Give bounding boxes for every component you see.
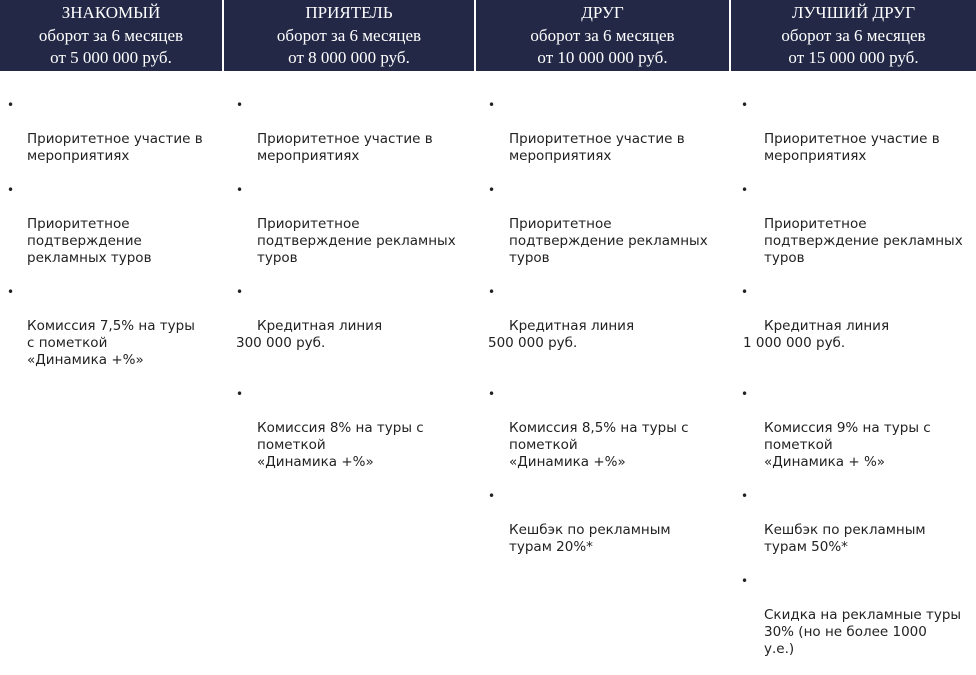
benefit-text: Скидка на рекламные туры 30% (но не более 1000 у.е.)	[764, 607, 962, 657]
benefit-text: Приоритетное подтверждение рекламных туров	[27, 216, 152, 266]
benefit-text: Приоритетное подтверждение рекламных туров	[509, 216, 708, 266]
benefit-text: Приоритетное участие в мероприятиях	[27, 131, 203, 164]
tier-benefits-list	[0, 97, 222, 386]
tier-turnover-period: оборот за 6 месяцев	[530, 25, 675, 45]
benefit-item	[224, 182, 474, 267]
tier-turnover-amount: от 5 000 000 руб.	[50, 48, 172, 67]
benefit-text: Приоритетное участие в мероприятиях	[764, 131, 940, 164]
benefit-text: Приоритетное подтверждение рекламных туров	[257, 216, 456, 266]
benefit-text: Кредитная линия	[764, 318, 890, 334]
tier-turnover-amount: от 15 000 000 руб.	[788, 48, 919, 67]
tier-turnover-amount: от 8 000 000 руб.	[288, 48, 410, 67]
benefit-item	[224, 97, 474, 165]
benefit-text: Приоритетное участие в мероприятиях	[257, 131, 433, 164]
bullet-icon: •	[488, 285, 496, 299]
benefit-item-credit-line	[224, 284, 474, 369]
tier-header	[731, 0, 976, 71]
bullet-icon: •	[488, 387, 496, 401]
tier-title: ЛУЧШИЙ ДРУГ	[791, 3, 916, 22]
benefit-item	[731, 386, 976, 471]
tier-column-priyatel	[224, 0, 474, 470]
benefit-text: Кешбэк по рекламным турам 20%*	[509, 522, 671, 555]
benefit-text: Комиссия 9% на туры с пометкой «Динамика + %»	[764, 420, 931, 470]
tier-benefits-list	[224, 97, 474, 488]
benefit-text: Комиссия 8,5% на туры с пометкой «Динамика +%»	[509, 420, 689, 470]
bullet-icon: •	[741, 98, 749, 112]
tier-header	[476, 0, 729, 71]
benefit-item-credit-line	[731, 284, 976, 369]
tier-column-luchshii-drug	[731, 0, 976, 657]
benefit-item	[476, 182, 729, 267]
benefit-text: Кешбэк по рекламным турам 50%*	[764, 522, 926, 555]
tier-benefits-list	[731, 97, 976, 675]
benefit-item-credit-line	[476, 284, 729, 369]
benefit-text: Приоритетное участие в мероприятиях	[509, 131, 685, 164]
tier-benefits-list	[476, 97, 729, 573]
benefit-text: Комиссия 8% на туры с пометкой «Динамика +%»	[257, 420, 424, 470]
tier-header	[0, 0, 222, 71]
bullet-icon: •	[741, 285, 749, 299]
benefit-item	[731, 488, 976, 556]
tier-header	[224, 0, 474, 71]
benefit-item	[0, 97, 222, 165]
tier-title: ПРИЯТЕЛЬ	[305, 3, 393, 22]
tier-title: ДРУГ	[581, 3, 624, 22]
bullet-icon: •	[741, 387, 749, 401]
benefit-text: Приоритетное подтверждение рекламных туров	[764, 216, 963, 266]
bullet-icon: •	[741, 489, 749, 503]
bullet-icon: •	[7, 285, 15, 299]
tier-column-znakomyi	[0, 0, 222, 439]
credit-amount: 1 000 000 руб.	[743, 335, 846, 351]
bullet-icon: •	[236, 387, 244, 401]
bullet-icon: •	[488, 489, 496, 503]
bullet-icon: •	[488, 183, 496, 197]
credit-amount: 300 000 руб.	[236, 335, 326, 351]
benefit-text: Кредитная линия	[509, 318, 635, 334]
tier-turnover-period: оборот за 6 месяцев	[276, 25, 422, 45]
benefit-text: Комиссия 7,5% на туры с пометкой «Динамика +%»	[27, 318, 195, 368]
benefit-item	[731, 97, 976, 165]
bullet-icon: •	[236, 285, 244, 299]
benefit-item	[731, 573, 976, 658]
tier-column-drug	[476, 0, 729, 555]
benefit-item	[224, 386, 474, 471]
bullet-icon: •	[741, 183, 749, 197]
benefit-item	[476, 488, 729, 556]
tier-turnover-period: оборот за 6 месяцев	[38, 25, 184, 45]
bullet-icon: •	[488, 98, 496, 112]
benefit-item	[476, 386, 729, 471]
benefit-item	[0, 284, 222, 369]
tier-turnover-amount: от 10 000 000 руб.	[537, 48, 668, 67]
bullet-icon: •	[741, 574, 749, 588]
tier-title: ЗНАКОМЫЙ	[61, 3, 161, 22]
bullet-icon: •	[7, 183, 15, 197]
bullet-icon: •	[236, 183, 244, 197]
benefit-item	[0, 182, 222, 267]
tier-turnover-period: оборот за 6 месяцев	[781, 25, 926, 45]
bullet-icon: •	[236, 98, 244, 112]
benefit-text: Кредитная линия	[257, 318, 383, 334]
benefit-item	[476, 97, 729, 165]
benefit-item	[731, 182, 976, 267]
bullet-icon: •	[7, 98, 15, 112]
credit-amount: 500 000 руб.	[488, 335, 578, 351]
